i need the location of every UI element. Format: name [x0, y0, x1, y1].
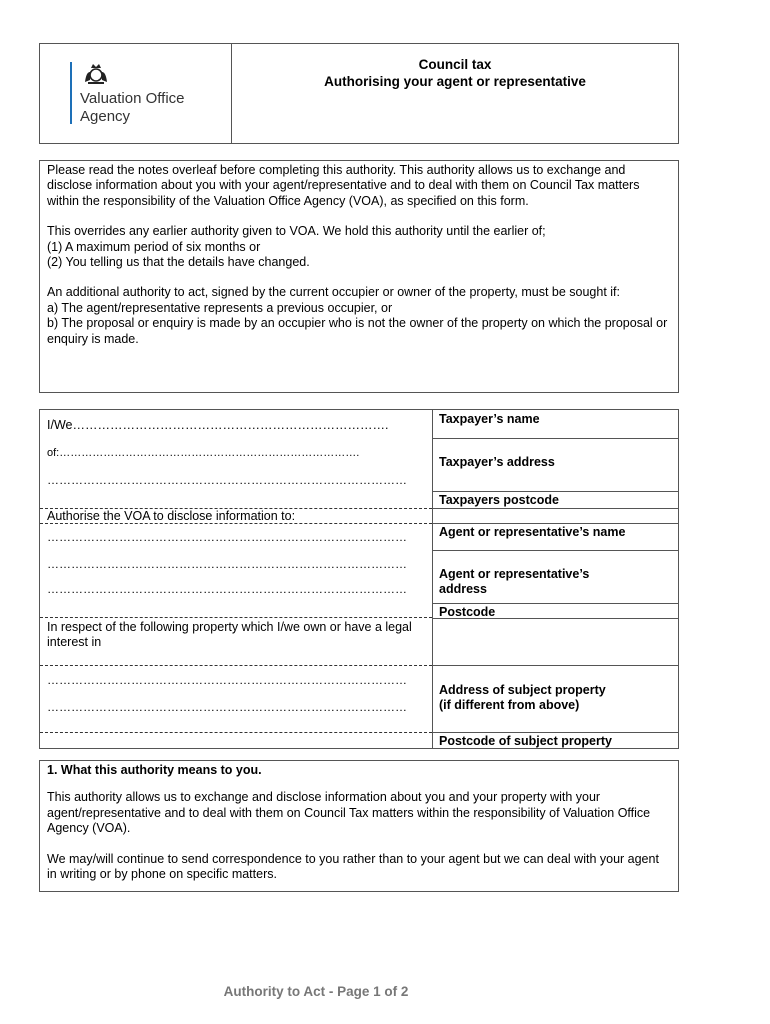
agent-name-label: Agent or representative’s name — [439, 525, 626, 539]
section-1-paragraph-1: This authority allows us to exchange and disclose information about you and your property with your agent/representative and to deal with them on Council Tax matters within the responsibility of Valuation Office Agency (VOA). — [47, 790, 651, 836]
subject-address-label-line1: Address of subject property — [439, 683, 606, 697]
agent-address-label-line2: address — [439, 582, 487, 596]
agent-name-line[interactable]: ……………………………………………………………………………… — [47, 530, 407, 544]
subject-address-label-line2: (if different from above) — [439, 698, 580, 712]
intro-paragraph-3-line2: a) The agent/representative represents a previous occupier, or — [47, 300, 393, 315]
subject-address-line-2[interactable]: ……………………………………………………………………………… — [47, 700, 407, 714]
form-subtitle: Authorising your agent or representative — [324, 74, 586, 89]
authorise-label: Authorise the VOA to disclose information to: — [47, 509, 296, 523]
in-respect-label: In respect of the following property which I/we own or have a legal interest in — [47, 620, 412, 650]
section-1-box — [39, 760, 679, 892]
logo-text-line2: Agency — [80, 108, 131, 125]
intro-paragraph-2-line1: This overrides any earlier authority given to VOA. We hold this authority until the earlier of; — [47, 224, 546, 239]
section-1-heading: 1. What this authority means to you. — [47, 763, 262, 777]
page-footer: Authority to Act - Page 1 of 2 — [223, 984, 409, 999]
agent-address-line-1[interactable]: ……………………………………………………………………………… — [47, 557, 407, 571]
intro-paragraph-3-line1: An additional authority to act, signed by the current occupier or owner of the property, must be sought if: — [47, 285, 621, 300]
logo-text-line1: Valuation Office — [80, 90, 185, 107]
voa-logo — [70, 62, 210, 126]
taxpayer-address-line[interactable]: ……………………………………………………………………………… — [47, 473, 407, 487]
intro-paragraph-1: Please read the notes overleaf before completing this authority. This authority allows us to exchange and disclose information about you with your agent/representative and to deal with them on Council Tax matters within the responsibility of the Valuation Office Agency (VOA), as specified on this form. — [47, 163, 640, 208]
agent-address-label-line1: Agent or representative’s — [439, 567, 590, 581]
authority-form — [39, 409, 679, 749]
header-box — [39, 43, 679, 144]
agent-postcode-label: Postcode — [439, 605, 496, 619]
iwe-field[interactable]: I/We…………………………………………………………………. — [47, 418, 389, 432]
taxpayer-name-label: Taxpayer’s name — [439, 412, 540, 426]
subject-postcode-label: Postcode of subject property — [439, 734, 612, 748]
of-field[interactable]: of:………………………………………………………………………. — [47, 447, 360, 459]
royal-crest-icon — [82, 62, 110, 86]
form-title: Council tax — [418, 57, 492, 72]
subject-address-line-1[interactable]: ……………………………………………………………………………… — [47, 673, 407, 687]
agent-address-line-2[interactable]: ……………………………………………………………………………… — [47, 582, 407, 596]
intro-box — [39, 160, 679, 393]
taxpayer-postcode-label: Taxpayers postcode — [439, 493, 559, 507]
intro-paragraph-3-line3: b) The proposal or enquiry is made by an occupier who is not the owner of the property on which the proposal or enquiry is made. — [47, 316, 668, 346]
intro-paragraph-2-line3: (2) You telling us that the details have changed. — [47, 255, 310, 270]
taxpayer-address-label: Taxpayer’s address — [439, 455, 555, 469]
section-1-paragraph-2: We may/will continue to send correspondence to you rather than to your agent but we can deal with your agent in writing or by phone on specific matters. — [47, 851, 659, 882]
intro-paragraph-2-line2: (1) A maximum period of six months or — [47, 239, 261, 254]
